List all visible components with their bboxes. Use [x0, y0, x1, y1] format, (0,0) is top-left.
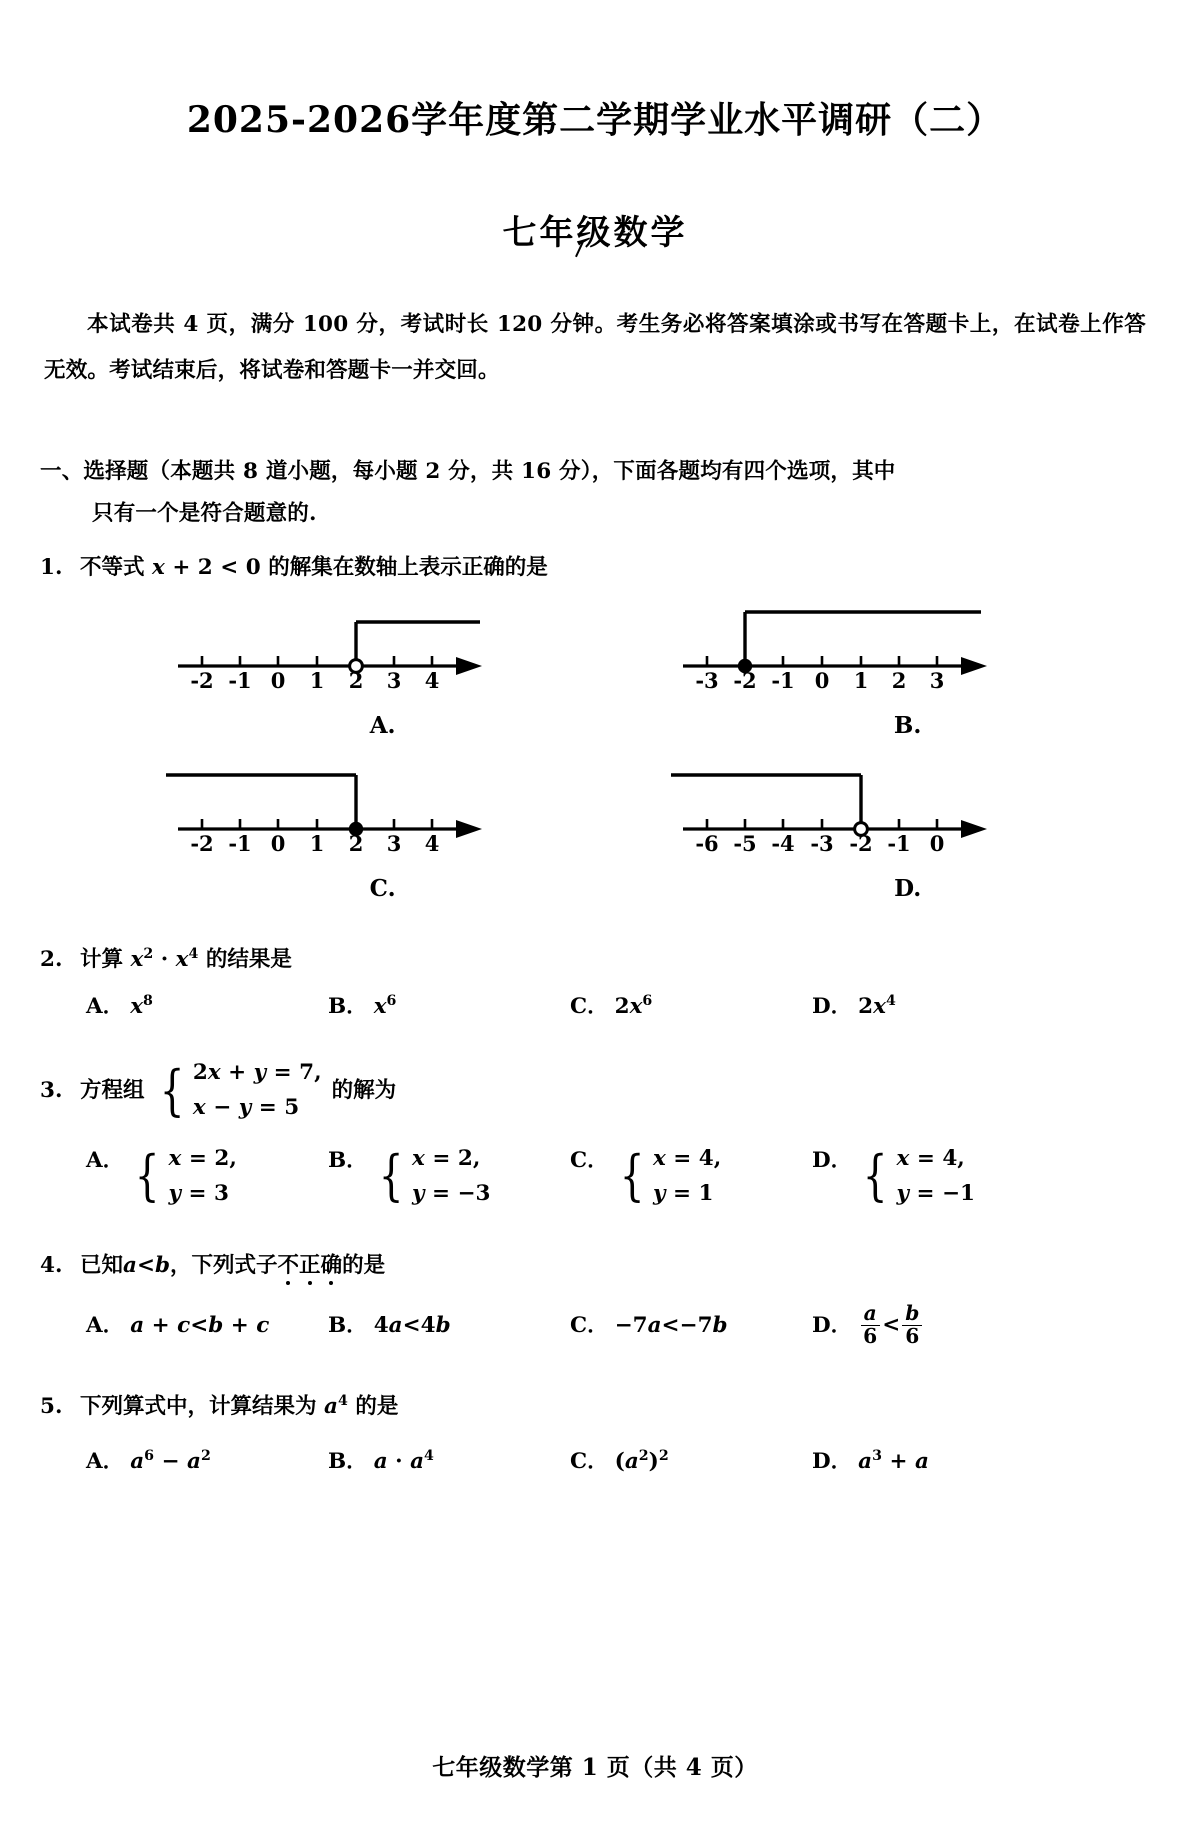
question-5 — [0, 1348, 1190, 1481]
question-5-stem — [40, 1374, 1150, 1426]
figure-label-b: B. — [893, 712, 922, 740]
svg-text:-1: -1 — [887, 830, 911, 853]
option-tag: B． — [328, 1147, 368, 1173]
option-tag: D． — [812, 1147, 853, 1173]
option-value: $x^6$ — [373, 993, 397, 1020]
figure-row-ab — [40, 600, 1150, 690]
figure-labels-ab — [40, 690, 1150, 746]
equation-line-2: x − y = 5 — [192, 1094, 300, 1120]
question-4-options — [40, 1285, 1150, 1348]
question-2 — [0, 909, 1190, 1026]
number-line-a — [160, 600, 490, 690]
question-4-option-b[interactable] — [328, 1303, 570, 1348]
question-3-option-b[interactable] — [328, 1142, 570, 1212]
svg-text:-6: -6 — [695, 830, 719, 853]
option-value: $a \cdot a^4$ — [373, 1448, 434, 1475]
option-tag: C． — [570, 994, 609, 1020]
figure-row-cd — [40, 747, 1150, 853]
svg-text:0: 0 — [814, 668, 830, 691]
question-3-option-d[interactable] — [812, 1142, 1054, 1212]
question-5-option-b[interactable] — [328, 1443, 570, 1481]
figure-labels-cd — [40, 853, 1150, 909]
figure-label-a: A. — [369, 712, 396, 740]
svg-text:4: 4 — [424, 830, 440, 853]
option-value: $a^3 + a$ — [858, 1448, 929, 1475]
question-1 — [0, 535, 1190, 909]
option-value: $2x^4$ — [858, 993, 896, 1020]
section-heading — [0, 395, 1190, 535]
question-2-option-a[interactable] — [86, 988, 328, 1026]
svg-text:1: 1 — [309, 668, 325, 691]
svg-text:0: 0 — [270, 830, 286, 853]
question-3-option-c[interactable] — [570, 1142, 812, 1212]
option-tag: A． — [86, 1449, 125, 1475]
left-brace-icon: { — [134, 1144, 160, 1208]
question-1-number: 1. — [40, 554, 63, 580]
fraction-a-over-6: $\frac{a}{6}$ — [860, 1303, 880, 1348]
question-3 — [0, 1026, 1190, 1211]
number-line-b — [665, 600, 1015, 690]
figure-label-c: C. — [369, 874, 396, 902]
option-tag: C． — [570, 1449, 609, 1475]
fraction-b-over-6: $\frac{b}{6}$ — [902, 1303, 922, 1348]
option-value: a + c<b + c — [130, 1312, 270, 1338]
option-value: { x = 2, y = 3 — [134, 1144, 237, 1208]
svg-text:0: 0 — [270, 668, 286, 691]
question-4-number: 4. — [40, 1253, 63, 1279]
option-value: $\frac{a}{6}$ < $\frac{b}{6}$ — [858, 1303, 924, 1348]
question-4-option-c[interactable] — [570, 1303, 812, 1348]
svg-text:-1: -1 — [228, 830, 252, 853]
option-value: $x^8$ — [130, 993, 153, 1020]
question-3-stem — [40, 1042, 1150, 1126]
svg-text:-2: -2 — [190, 668, 214, 691]
question-3-label: 方程组 — [80, 1078, 145, 1104]
option-value: { x = 4, y = −1 — [862, 1144, 975, 1208]
question-5-option-d[interactable] — [812, 1443, 1054, 1481]
svg-text:3: 3 — [386, 830, 402, 853]
exam-instructions: 本试卷共 4 页，满分 100 分，考试时长 120 分钟。考生务必将答案填涂或书写在答题卡上，在试卷上作答无效。考试结束后，将试卷和答题卡一并交回。 — [44, 312, 1146, 384]
svg-text:-2: -2 — [190, 830, 214, 853]
svg-text:-3: -3 — [810, 830, 834, 853]
option-value: { x = 2, y = −3 — [378, 1144, 491, 1208]
question-5-number: 5. — [40, 1393, 63, 1419]
option-tag: C． — [570, 1147, 609, 1173]
section-heading-line1: 一、选择题（本题共 8 道小题，每小题 2 分，共 16 分），下面各题均有四个选项，其中 — [40, 458, 896, 484]
left-brace-icon: { — [862, 1144, 888, 1208]
option-tag: A． — [86, 994, 125, 1020]
question-4-text: 已知a<b，下列式子不正确的是 — [80, 1253, 386, 1279]
option-value: $2x^6$ — [614, 993, 653, 1020]
question-2-option-c[interactable] — [570, 988, 812, 1026]
number-line-d — [665, 763, 1015, 853]
question-2-stem — [40, 927, 1150, 979]
option-value: $a^6 - a^2$ — [130, 1448, 211, 1475]
question-1-text: 不等式 x + 2 < 0 的解集在数轴上表示正确的是 — [80, 554, 548, 580]
svg-text:3: 3 — [386, 668, 402, 691]
svg-text:-3: -3 — [695, 668, 719, 691]
option-tag: B． — [328, 1312, 368, 1338]
question-3-suffix: 的解为 — [331, 1078, 397, 1104]
option-tag: A． — [86, 1147, 125, 1173]
svg-text:-4: -4 — [771, 830, 795, 853]
question-5-text: 下列算式中，计算结果为 $a^4$ 的是 — [80, 1392, 399, 1419]
question-2-text: 计算 $x^2 \cdot x^4$ 的结果是 — [80, 945, 292, 972]
page-footer: 七年级数学第 1 页（共 4 页） — [432, 1754, 758, 1781]
question-2-number: 2. — [40, 946, 63, 972]
question-5-options — [40, 1425, 1150, 1481]
question-3-number: 3. — [40, 1078, 63, 1104]
question-4-option-a[interactable] — [86, 1303, 328, 1348]
question-4-stem — [40, 1233, 1150, 1285]
option-tag: B． — [328, 1449, 368, 1475]
svg-text:2: 2 — [348, 830, 364, 853]
svg-text:-5: -5 — [733, 830, 757, 853]
question-4 — [0, 1211, 1190, 1347]
figure-option-b — [595, 600, 1150, 690]
number-line-c — [160, 763, 490, 853]
svg-text:2: 2 — [891, 668, 907, 691]
option-value: −7a<−7b — [614, 1312, 728, 1338]
section-heading-line2: 只有一个是符合题意的. — [92, 500, 317, 526]
svg-text:-1: -1 — [228, 668, 252, 691]
question-5-option-a[interactable] — [86, 1443, 328, 1481]
figure-option-d — [595, 763, 1150, 853]
left-brace-icon: { — [619, 1144, 645, 1208]
option-tag: D． — [812, 1449, 853, 1475]
svg-text:3: 3 — [929, 668, 945, 691]
question-3-option-a[interactable] — [86, 1142, 328, 1212]
option-tag: D． — [812, 1312, 853, 1338]
svg-text:-2: -2 — [733, 668, 757, 691]
figure-option-c — [40, 763, 595, 853]
svg-text:2: 2 — [348, 668, 364, 691]
question-2-options — [40, 978, 1150, 1026]
option-value: { x = 4, y = 1 — [619, 1144, 722, 1208]
question-5-option-c[interactable] — [570, 1443, 812, 1481]
page-title: 2025-2026学年度第二学期学业水平调研（二） — [186, 99, 1004, 141]
equation-line-1: 2x + y = 7, — [192, 1060, 322, 1086]
svg-text:-1: -1 — [771, 668, 795, 691]
question-3-options — [40, 1126, 1150, 1212]
question-4-option-d[interactable] — [812, 1303, 1054, 1348]
svg-text:-2: -2 — [849, 830, 873, 853]
option-tag: B． — [328, 994, 368, 1020]
question-3-system — [155, 1056, 322, 1126]
question-2-option-d[interactable] — [812, 988, 1054, 1026]
option-tag: D． — [812, 994, 853, 1020]
question-1-figures — [40, 586, 1150, 909]
svg-text:1: 1 — [309, 830, 325, 853]
option-tag: A． — [86, 1312, 125, 1338]
figure-label-d: D. — [894, 874, 922, 902]
emphasis-text: 不正确 — [277, 1253, 343, 1279]
question-2-option-b[interactable] — [328, 988, 570, 1026]
svg-text:1: 1 — [853, 668, 869, 691]
question-1-stem — [40, 535, 1150, 587]
left-brace-icon: { — [378, 1144, 404, 1208]
svg-text:0: 0 — [929, 830, 945, 853]
subject-title: 七年级数学 — [502, 213, 688, 253]
option-value: $(a^2)^2$ — [614, 1448, 669, 1475]
option-tag: C． — [570, 1312, 609, 1338]
figure-option-a — [40, 600, 595, 690]
option-value: 4a<4b — [373, 1312, 451, 1338]
svg-text:4: 4 — [424, 668, 440, 691]
left-brace-icon: { — [159, 1058, 185, 1122]
